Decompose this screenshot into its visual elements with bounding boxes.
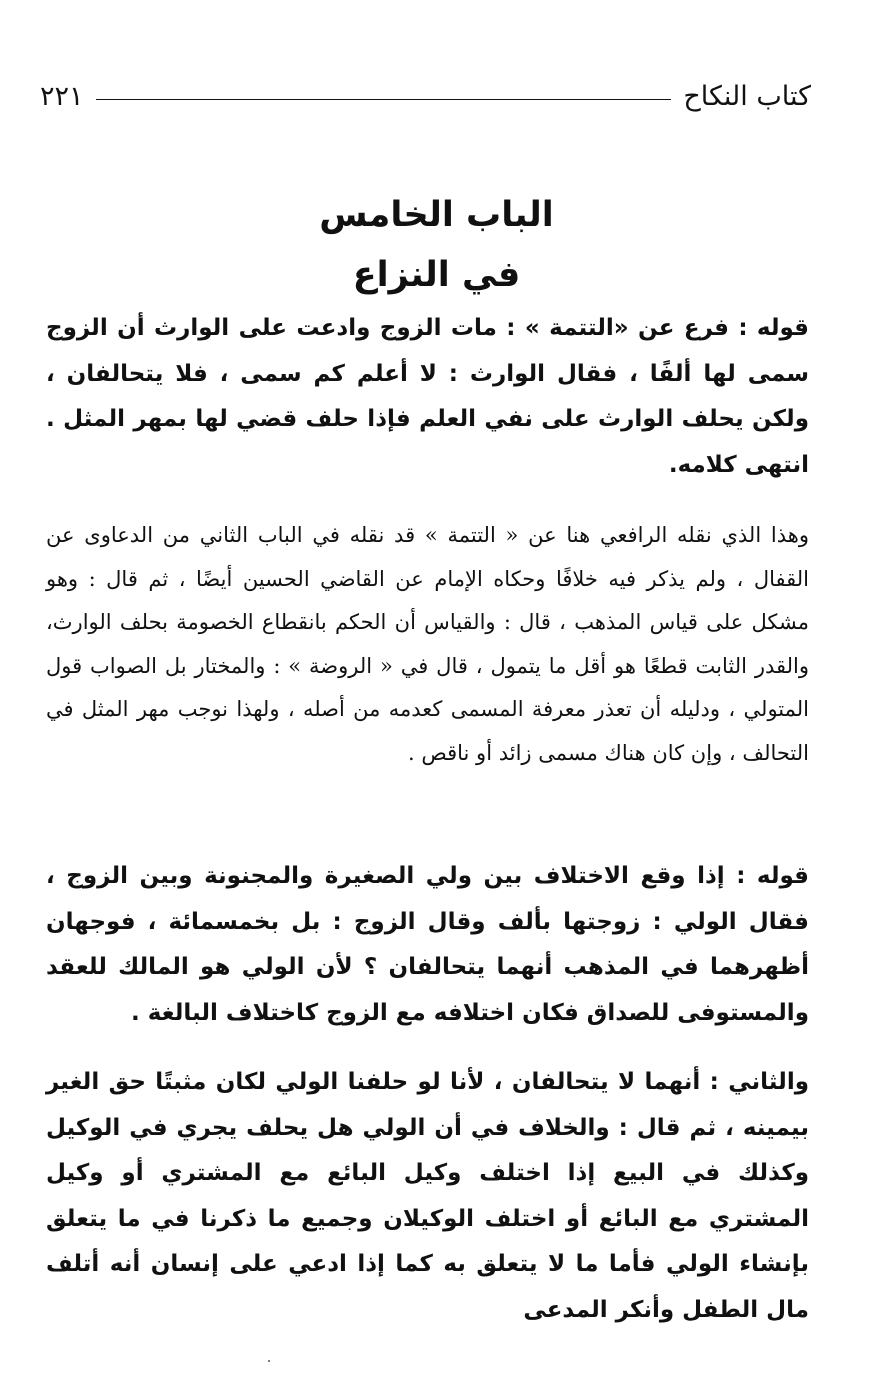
- scan-speck: [268, 1360, 270, 1362]
- running-header: [40, 76, 811, 116]
- chapter-subtitle: في النزاع: [352, 255, 521, 295]
- paragraph-commentary-1: وهذا الذي نقله الرافعي هنا عن « التتمة » قد نقله في الباب الثاني من الدعاوى عن القفال ، ولم يذكر فيه خلافًا وحكاه الإمام عن القاضي الحسين أيضًا ، ثم قال : وهو مشكل على قياس المذهب ، قال : والقياس أن الحكم بانقطاع الخصومة بحلف الوارث، والقدر الثابت قطعًا هو أقل ما يتمول ، قال في « الروضة » : والمختار بل الصواب قول المتولي ، ودليله أن تعذر معرفة المسمى كعدمه من أصله ، ولهذا نوجب مهر المثل في التحالف ، وإن كان هناك مسمى زائد أو ناقص .: [46, 523, 809, 765]
- paragraph-quote-3: والثاني : أنهما لا يتحالفان ، لأنا لو حلفنا الولي لكان مثبتًا حق الغير بيمينه ، ثم قال : والخلاف في أن الولي هل يحلف يجري في الوكيل وكذلك في البيع إذا اختلف وكيل البائع مع المشتري أو وكيل المشتري مع البائع أو اختلف الوكيلان وجميع ما ذكرنا في ما يتعلق بإنشاء الولي فأما ما لا يتعلق به كما إذا ادعي على إنسان أنه أتلف مال الطفل وأنكر المدعى: [46, 1069, 809, 1323]
- page-number: ٢٢١: [40, 80, 84, 112]
- header-rule: [96, 99, 672, 100]
- chapter-title: الباب الخامس: [319, 195, 554, 235]
- paragraph-quote-2: قوله : إذا وقع الاختلاف بين ولي الصغيرة والمجنونة وبين الزوج ، فقال الولي : زوجتها بألف وقال الزوج : بل بخمسمائة ، فوجهان أظهرهما في المذهب أنهما يتحالفان ؟ لأن الولي هو المالك للعقد والمستوفى للصداق فكان اختلافه مع الزوج كاختلاف البالغة .: [46, 863, 809, 1026]
- paragraph-quote-1: قوله : فرع عن «التتمة » : مات الزوج وادعت على الوارث أن الزوج سمى لها ألفًا ، فقال الوارث : لا أعلم كم سمى ، فلا يتحالفان ، ولكن يحلف الوارث على نفي العلم فإذا حلف قضي لها بمهر المثل . انتهى كلامه.: [46, 315, 809, 478]
- book-title: كتاب النكاح: [683, 80, 811, 112]
